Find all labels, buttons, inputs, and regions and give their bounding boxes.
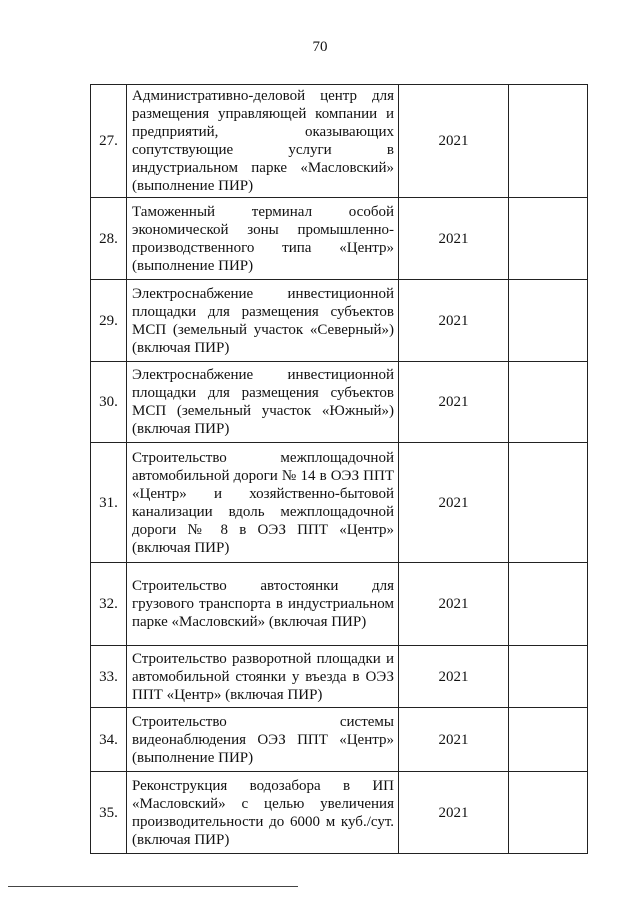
row-project-name: Электроснабжение инвестиционной площадки для размещения субъектов МСП (земельный участок «Южный») (включая ПИР)	[127, 362, 399, 443]
row-empty-cell	[509, 563, 588, 646]
row-number: 31.	[91, 443, 127, 563]
row-empty-cell	[509, 280, 588, 362]
row-number: 34.	[91, 708, 127, 772]
row-project-name: Административно-деловой центр для размещения управляющей компании и предприятий, оказывающих сопутствующие услуги в индустриальном парке «Масловский» (выполнение ПИР)	[127, 85, 399, 198]
row-year: 2021	[399, 362, 509, 443]
row-project-name: Электроснабжение инвестиционной площадки для размещения субъектов МСП (земельный участок «Северный») (включая ПИР)	[127, 280, 399, 362]
row-number: 33.	[91, 646, 127, 708]
row-empty-cell	[509, 646, 588, 708]
row-project-name: Строительство системы видеонаблюдения ОЭЗ ППТ «Центр» (выполнение ПИР)	[127, 708, 399, 772]
row-project-name: Строительство межплощадочной автомобильной дороги № 14 в ОЭЗ ППТ «Центр» и хозяйственно-бытовой канализации вдоль межплощадочной дороги № 8 в ОЭЗ ППТ «Центр» (включая ПИР)	[127, 443, 399, 563]
row-number: 28.	[91, 198, 127, 280]
row-project-name: Строительство автостоянки для грузового транспорта в индустриальном парке «Масловский» (включая ПИР)	[127, 563, 399, 646]
footer-rule	[8, 886, 298, 887]
row-year: 2021	[399, 563, 509, 646]
row-project-name: Строительство разворотной площадки и автомобильной стоянки у въезда в ОЭЗ ППТ «Центр» (включая ПИР)	[127, 646, 399, 708]
row-number: 35.	[91, 772, 127, 854]
row-empty-cell	[509, 708, 588, 772]
row-year: 2021	[399, 646, 509, 708]
row-number: 30.	[91, 362, 127, 443]
table-row	[91, 563, 588, 646]
row-year: 2021	[399, 280, 509, 362]
table-row	[91, 708, 588, 772]
table-row	[91, 772, 588, 854]
row-year: 2021	[399, 85, 509, 198]
row-project-name: Таможенный терминал особой экономической зоны промышленно-производственного типа «Центр» (выполнение ПИР)	[127, 198, 399, 280]
row-empty-cell	[509, 198, 588, 280]
row-year: 2021	[399, 198, 509, 280]
row-empty-cell	[509, 772, 588, 854]
row-year: 2021	[399, 708, 509, 772]
table-row	[91, 443, 588, 563]
table-row	[91, 85, 588, 198]
page-number: 70	[312, 39, 328, 55]
table-row	[91, 198, 588, 280]
row-project-name: Реконструкция водозабора в ИП «Масловский» с целью увеличения производительности до 6000 м куб./сут. (включая ПИР)	[127, 772, 399, 854]
row-year: 2021	[399, 443, 509, 563]
row-empty-cell	[509, 443, 588, 563]
projects-table	[90, 84, 588, 854]
row-empty-cell	[509, 85, 588, 198]
row-empty-cell	[509, 362, 588, 443]
table-row	[91, 280, 588, 362]
row-number: 32.	[91, 563, 127, 646]
table-row	[91, 646, 588, 708]
table-row	[91, 362, 588, 443]
row-number: 27.	[91, 85, 127, 198]
row-year: 2021	[399, 772, 509, 854]
row-number: 29.	[91, 280, 127, 362]
